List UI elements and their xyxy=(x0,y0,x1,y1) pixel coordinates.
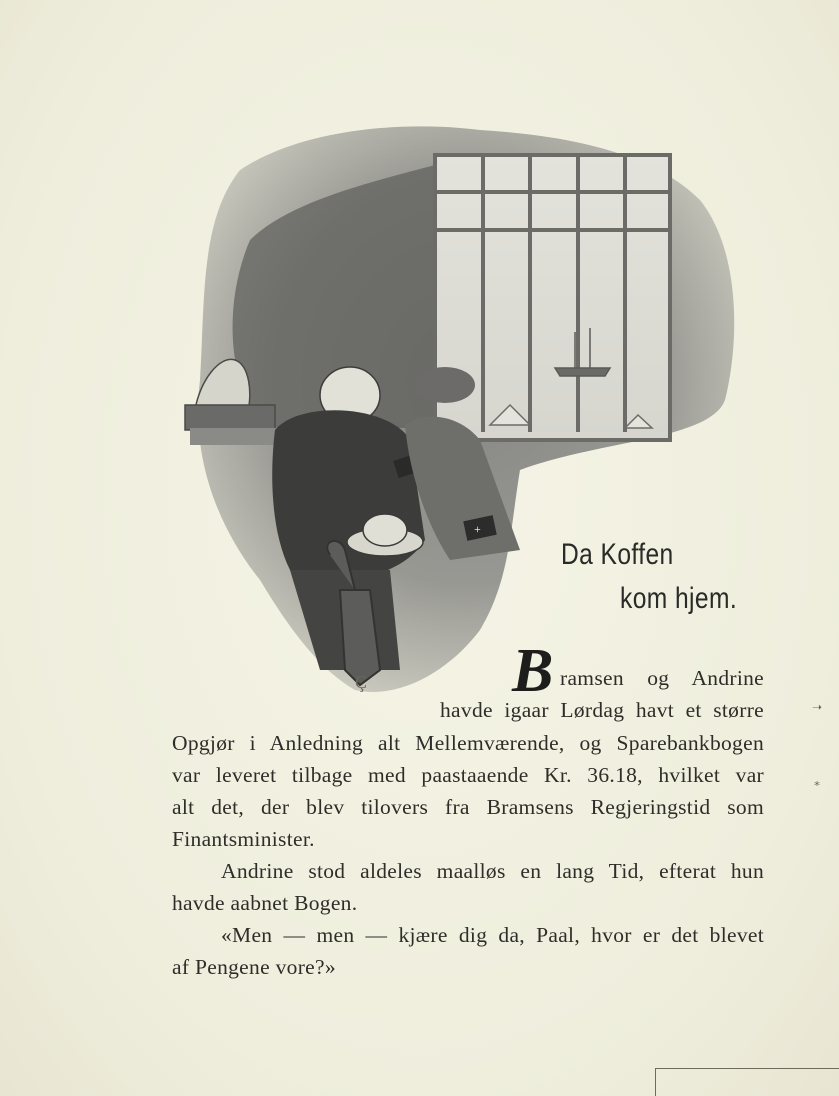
heading-line-1: Da Koffen xyxy=(561,538,674,571)
window xyxy=(435,155,670,440)
page-edge-line xyxy=(655,1068,839,1069)
body-line: var leveret tilbage med paastaaende Kr. 36.18, hvilket var xyxy=(172,763,764,787)
drop-cap: B xyxy=(512,637,554,705)
body-line: Opgjør i Anledning alt Mellemværende, og Sparebankbogen xyxy=(172,731,764,755)
page-edge-line xyxy=(655,1068,656,1096)
body-line: Andrine stod aldeles maalløs en lang Tid, efterat hun xyxy=(221,859,764,883)
illustration xyxy=(180,110,740,710)
body-line: havde aabnet Bogen. xyxy=(172,891,358,915)
body-line: havde igaar Lørdag havt et større xyxy=(440,698,764,722)
body-line: alt det, der blev tilovers fra Bramsens Regjeringstid som xyxy=(172,795,764,819)
monogram: Ç xyxy=(355,672,368,692)
svg-text:+: + xyxy=(474,522,481,536)
margin-mark: ⁎ xyxy=(814,775,820,789)
body-line: «Men — men — kjære dig da, Paal, hvor er det blevet xyxy=(221,923,764,947)
heading-line-2: kom hjem. xyxy=(620,582,738,615)
margin-mark: ➝ xyxy=(812,700,823,714)
body-line: ramsen og Andrine xyxy=(560,666,764,690)
body-line: af Pengene vore?» xyxy=(172,955,336,979)
body-line: Finantsminister. xyxy=(172,827,315,851)
